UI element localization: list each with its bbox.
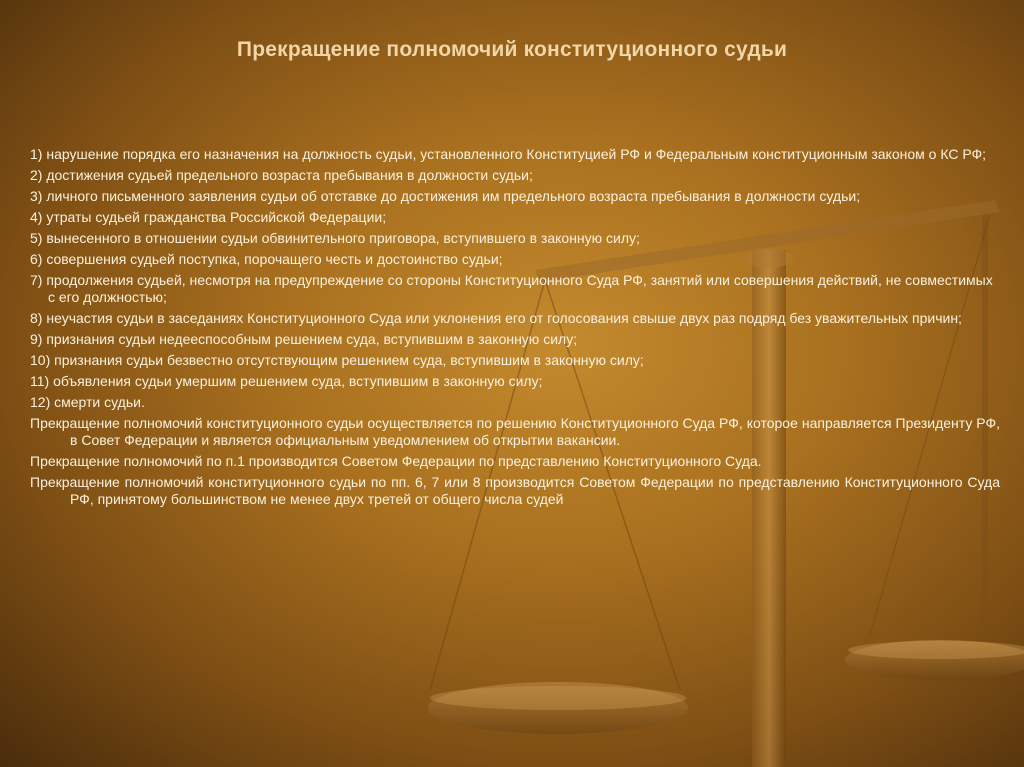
list-item: 12) смерти судьи. bbox=[30, 394, 145, 410]
list-item: 6) совершения судьей поступка, порочащего честь и достоинство судьи; bbox=[30, 251, 503, 267]
list-item: 3) личного письменного заявления судьи об отставке до достижения им предельного возраста пребывания в должности судьи; bbox=[30, 188, 861, 204]
slide-title: Прекращение полномочий конституционного судьи bbox=[236, 38, 788, 61]
list-item: 2) достижения судьей предельного возраста пребывания в должности судьи; bbox=[30, 167, 533, 183]
list-item: 9) признания судьи недееспособным решением суда, вступившим в законную силу; bbox=[30, 331, 578, 347]
paragraph: Прекращение полномочий конституционного судьи осуществляется по решению Конституционного Суда РФ, которое направляется Президенту РФ, в Совет Федерации и является официальным уведомлением об открытии вакансии. bbox=[30, 415, 1000, 448]
list-item: 11) объявления судьи умершим решением суда, вступившим в законную силу; bbox=[30, 373, 543, 389]
list-item: 7) продолжения судьей, несмотря на предупреждение со стороны Конституционного Суда РФ, занятий или совершения действий, не совместимых с его должностью; bbox=[30, 272, 993, 305]
list-item: 1) нарушение порядка его назначения на должность судьи, установленного Конституцией РФ и Федеральным конституционным законом о КС РФ; bbox=[30, 146, 987, 162]
paragraph: Прекращение полномочий по п.1 производится Советом Федерации по представлению Конституционного Суда. bbox=[30, 453, 762, 469]
list-item: 5) вынесенного в отношении судьи обвинительного приговора, вступившего в законную силу; bbox=[30, 230, 640, 246]
paragraph: Прекращение полномочий конституционного судьи по пп. 6, 7 или 8 производится Советом Федерации по представлению Конституционного Суда РФ, принятому большинством не менее двух третей от общего числа судей bbox=[30, 474, 1000, 507]
list-item: 8) неучастия судьи в заседаниях Конституционного Суда или уклонения его от голосования свыше двух раз подряд без уважительных причин; bbox=[30, 310, 962, 326]
list-item: 4) утраты судьей гражданства Российской Федерации; bbox=[30, 209, 387, 225]
slide-content bbox=[30, 146, 1000, 512]
list-item: 10) признания судьи безвестно отсутствующим решением суда, вступившим в законную силу; bbox=[30, 352, 644, 368]
